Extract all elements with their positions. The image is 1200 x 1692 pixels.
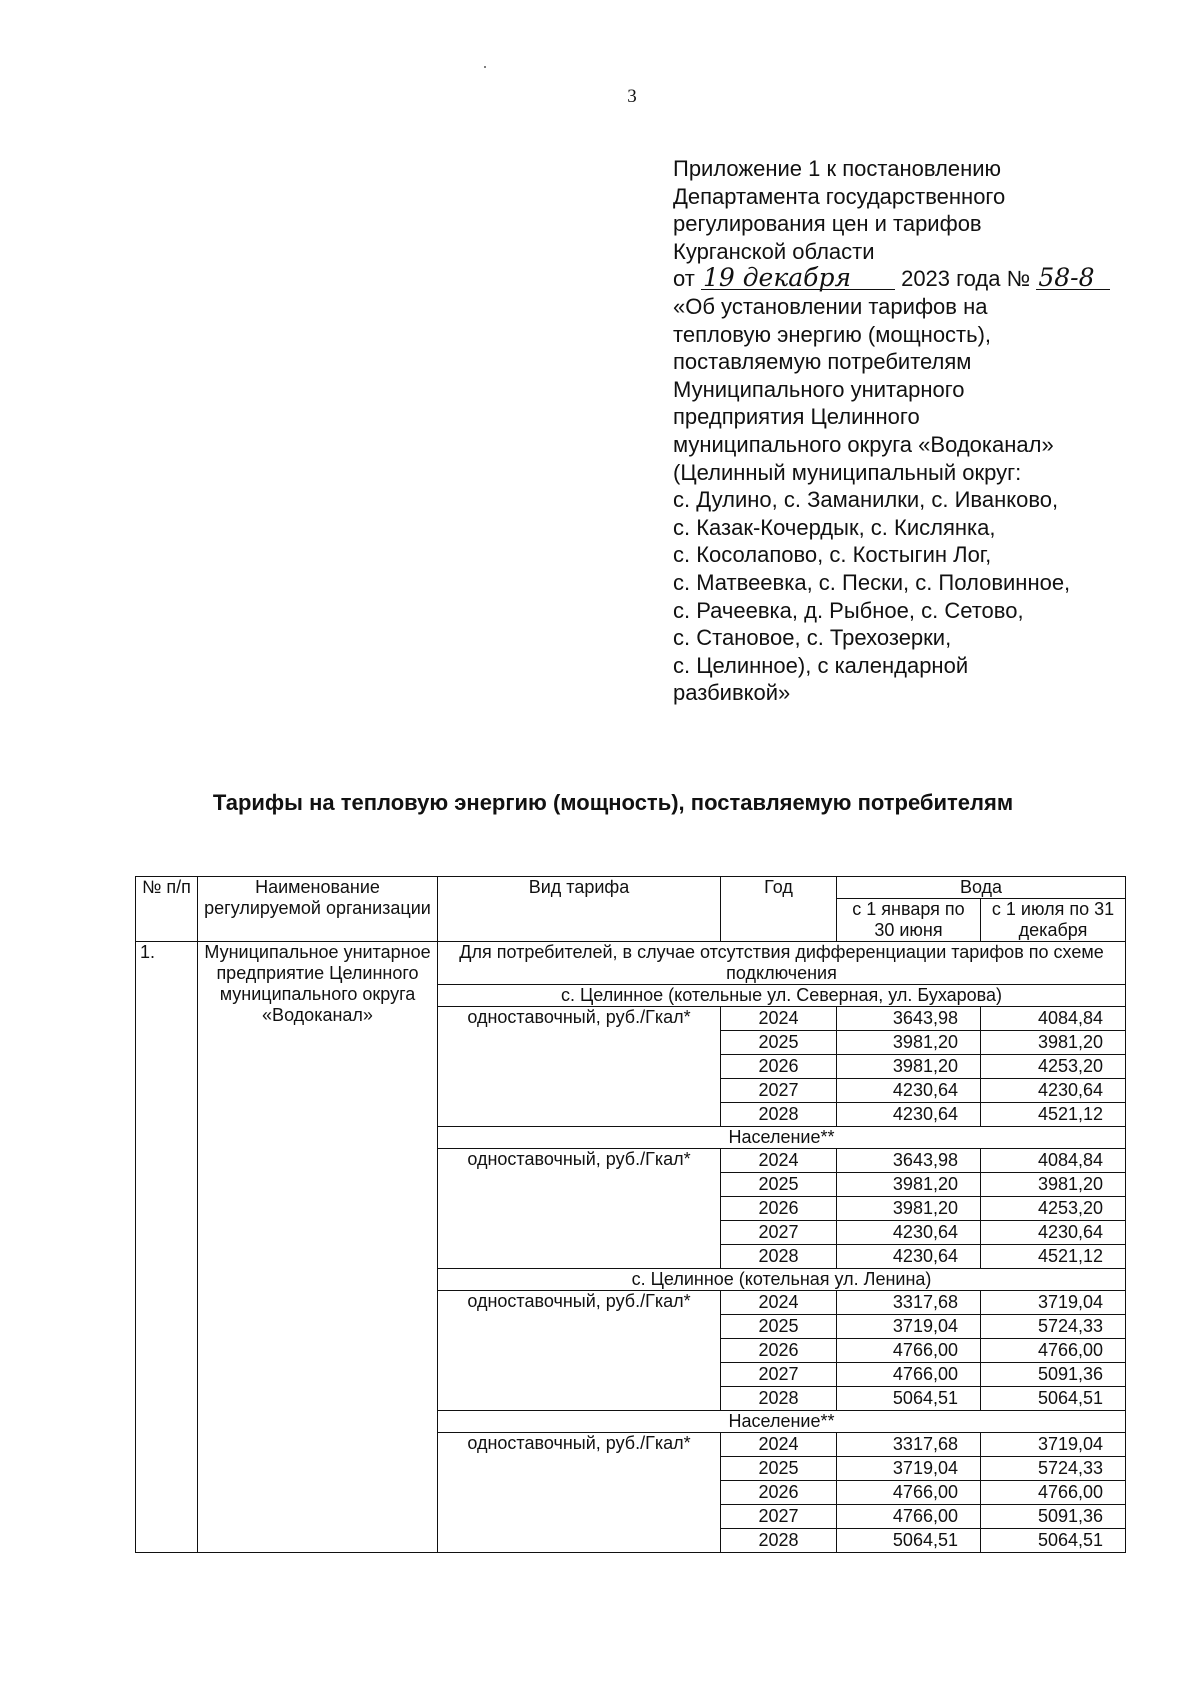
- annex-title-line: с. Дулино, с. Заманилки, с. Иванково,: [673, 487, 1059, 513]
- row-number: 1.: [136, 942, 198, 1553]
- value-half2: 3719,04: [981, 1433, 1126, 1457]
- annex-title-line: (Целинный муниципальный округ:: [673, 459, 1022, 485]
- value-half1: 4230,64: [837, 1245, 981, 1269]
- annex-title-line: с. Казак-Кочердык, с. Кислянка,: [673, 514, 996, 540]
- year-cell: 2025: [721, 1315, 837, 1339]
- value-half2: 4253,20: [981, 1055, 1126, 1079]
- annex-line: Курганской области: [673, 238, 875, 264]
- year-cell: 2025: [721, 1031, 837, 1055]
- value-half1: 3643,98: [837, 1149, 981, 1173]
- value-half2: 5064,51: [981, 1387, 1126, 1411]
- annex-title-line: с. Косолапово, с. Костыгин Лог,: [673, 542, 992, 568]
- annex-title-line: с. Рачеевка, д. Рыбное, с. Сетово,: [673, 597, 1024, 623]
- value-half2: 5091,36: [981, 1363, 1126, 1387]
- section-title: с. Целинное (котельная ул. Ленина): [438, 1269, 1126, 1291]
- value-half2: 3981,20: [981, 1031, 1126, 1055]
- section-title: с. Целинное (котельные ул. Северная, ул. Бухарова): [438, 985, 1126, 1007]
- col-header-year: Год: [721, 877, 837, 942]
- year-cell: 2028: [721, 1103, 837, 1127]
- annex-title-line: Муниципального унитарного: [673, 376, 965, 402]
- value-half2: 4084,84: [981, 1149, 1126, 1173]
- header-row: [136, 877, 1126, 899]
- value-half2: 5724,33: [981, 1315, 1126, 1339]
- year-cell: 2026: [721, 1481, 837, 1505]
- year-cell: 2027: [721, 1363, 837, 1387]
- tariff-label: одноставочный, руб./Гкал*: [438, 1149, 721, 1269]
- tariff-table: [135, 876, 1126, 1553]
- annex-title-line: с. Матвеевка, с. Пески, с. Половинное,: [673, 569, 1071, 595]
- value-half2: 4766,00: [981, 1481, 1126, 1505]
- date-suffix: 2023 года №: [901, 266, 1031, 292]
- value-half2: 3719,04: [981, 1291, 1126, 1315]
- org-name: Муниципальное унитарное предприятие Целинного муниципального округа «Водоканал»: [198, 942, 438, 1553]
- value-half1: 3981,20: [837, 1197, 981, 1221]
- value-half2: 4521,12: [981, 1103, 1126, 1127]
- year-cell: 2028: [721, 1245, 837, 1269]
- value-half1: 3317,68: [837, 1433, 981, 1457]
- year-cell: 2026: [721, 1055, 837, 1079]
- annex-title-line: «Об установлении тарифов на: [673, 293, 988, 319]
- page-number: 3: [627, 86, 637, 107]
- value-half1: 5064,51: [837, 1387, 981, 1411]
- tariff-label: одноставочный, руб./Гкал*: [438, 1433, 721, 1553]
- annex-title-line: поставляемую потребителям: [673, 349, 972, 375]
- value-half1: 4766,00: [837, 1505, 981, 1529]
- col-header-tariff-type: Вид тарифа: [438, 877, 721, 942]
- year-cell: 2024: [721, 1291, 837, 1315]
- year-cell: 2024: [721, 1149, 837, 1173]
- annex-line: регулирования цен и тарифов: [673, 211, 982, 237]
- value-half2: 5091,36: [981, 1505, 1126, 1529]
- annex-line: Департамента государственного: [673, 183, 1006, 209]
- value-half2: 5724,33: [981, 1457, 1126, 1481]
- col-header-num: № п/п: [136, 877, 198, 942]
- value-half2: 4253,20: [981, 1197, 1126, 1221]
- col-header-water: Вода: [837, 877, 1126, 899]
- value-half1: 5064,51: [837, 1529, 981, 1553]
- value-half1: 4230,64: [837, 1221, 981, 1245]
- year-cell: 2024: [721, 1007, 837, 1031]
- value-half1: 4766,00: [837, 1363, 981, 1387]
- value-half1: 3719,04: [837, 1315, 981, 1339]
- annex-title-line: с. Целинное), с календарной: [673, 652, 969, 678]
- value-half1: 4230,64: [837, 1079, 981, 1103]
- value-half1: 4766,00: [837, 1339, 981, 1363]
- section-title: Для потребителей, в случае отсутствия дифференциации тарифов по схеме подключения: [438, 942, 1126, 985]
- year-cell: 2025: [721, 1457, 837, 1481]
- annex-title-line: предприятия Целинного: [673, 404, 920, 430]
- value-half1: 3981,20: [837, 1031, 981, 1055]
- annex-title-line: муниципального округа «Водоканал»: [673, 431, 1054, 457]
- scan-speck: [484, 66, 486, 68]
- value-half2: 5064,51: [981, 1529, 1126, 1553]
- annex-line: Приложение 1 к постановлению: [673, 156, 1002, 181]
- handwritten-date: 19 декабря: [701, 267, 895, 290]
- handwritten-number: 58-8: [1036, 267, 1110, 290]
- annex-date-line: [673, 265, 1173, 293]
- year-cell: 2027: [721, 1221, 837, 1245]
- col-header-half2: с 1 июля по 31 декабря: [981, 899, 1126, 942]
- tariff-label: одноставочный, руб./Гкал*: [438, 1007, 721, 1127]
- date-prefix: от: [673, 266, 695, 292]
- value-half1: 3981,20: [837, 1055, 981, 1079]
- year-cell: 2027: [721, 1079, 837, 1103]
- annex-block: [673, 155, 1173, 707]
- year-cell: 2026: [721, 1197, 837, 1221]
- year-cell: 2024: [721, 1433, 837, 1457]
- value-half1: 3317,68: [837, 1291, 981, 1315]
- table-row: [136, 942, 1126, 985]
- section-title: Население**: [438, 1127, 1126, 1149]
- value-half2: 4230,64: [981, 1079, 1126, 1103]
- col-header-half1: с 1 января по 30 июня: [837, 899, 981, 942]
- year-cell: 2025: [721, 1173, 837, 1197]
- value-half1: 3981,20: [837, 1173, 981, 1197]
- value-half2: 4084,84: [981, 1007, 1126, 1031]
- year-cell: 2027: [721, 1505, 837, 1529]
- value-half1: 4230,64: [837, 1103, 981, 1127]
- value-half1: 3719,04: [837, 1457, 981, 1481]
- document-heading: Тарифы на тепловую энергию (мощность), поставляемую потребителям: [212, 790, 1014, 815]
- annex-title-line: тепловую энергию (мощность),: [673, 321, 992, 347]
- annex-title-line: с. Становое, с. Трехозерки,: [673, 625, 952, 651]
- value-half2: 3981,20: [981, 1173, 1126, 1197]
- section-title: Население**: [438, 1411, 1126, 1433]
- annex-title-line: разбивкой»: [673, 680, 791, 706]
- value-half2: 4521,12: [981, 1245, 1126, 1269]
- value-half2: 4766,00: [981, 1339, 1126, 1363]
- value-half1: 4766,00: [837, 1481, 981, 1505]
- value-half2: 4230,64: [981, 1221, 1126, 1245]
- col-header-org: Наименование регулируемой организации: [198, 877, 438, 942]
- tariff-label: одноставочный, руб./Гкал*: [438, 1291, 721, 1411]
- year-cell: 2026: [721, 1339, 837, 1363]
- value-half1: 3643,98: [837, 1007, 981, 1031]
- year-cell: 2028: [721, 1387, 837, 1411]
- year-cell: 2028: [721, 1529, 837, 1553]
